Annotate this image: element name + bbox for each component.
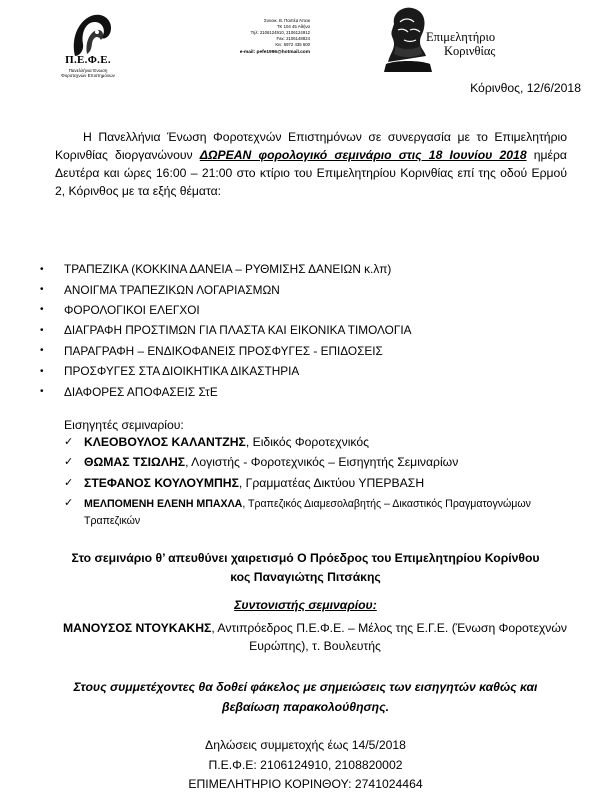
pefe-email: e-mail: pefe1996@hotmail.com bbox=[239, 50, 310, 55]
speaker-item bbox=[64, 495, 564, 530]
pefe-contact-line: Τηλ: 2106124910, 2106124912 bbox=[250, 30, 310, 35]
topic-text: ΔΙΑΓΡΑΦΗ ΠΡΟΣΤΙΜΩΝ ΓΙΑ ΠΛΑΣΤΑ ΚΑΙ ΕΙΚΟΝΙΚΑ ΤΙΜΟΛΟΓΙΑ bbox=[64, 323, 412, 338]
speaker-name: ΜΕΛΠΟΜΕΝΗ ΕΛΕΝΗ ΜΠΑΧΛΑ bbox=[84, 497, 243, 510]
intro-text-after: ημέρα Δευτέρα και ώρες 16:00 – 21:00 στο κτίριο του Επιμελητηρίου Κορινθίας επί της οδού Ερμού 2, Κόρινθος με τα εξής θέματα: bbox=[55, 148, 567, 198]
speakers-list bbox=[64, 434, 564, 534]
speaker-name: ΣΤΕΦΑΝΟΣ ΚΟΥΛΟΥΜΠΗΣ bbox=[84, 475, 239, 490]
speakers-title: Εισηγητές σεμιναρίου: bbox=[64, 418, 184, 432]
bullet-icon bbox=[40, 304, 62, 315]
list-item bbox=[40, 381, 560, 401]
list-item bbox=[40, 361, 560, 381]
greeting-line2: κος Παναγιώτης Πιτσάκης bbox=[230, 570, 381, 584]
pefe-contact-block bbox=[218, 18, 310, 56]
pefe-contact-line: Συνοικ. Β. Παιπέα Άπεικ bbox=[263, 18, 310, 23]
speaker-name: ΚΛΕΟΒΟΥΛΟΣ ΚΑΛΑΝΤΖΗΣ bbox=[84, 435, 246, 449]
bullet-icon bbox=[40, 264, 62, 275]
list-item bbox=[40, 320, 560, 340]
pefe-subtitle-line: Φοροτεχνών Επιστημόνων bbox=[61, 73, 115, 78]
coordinator-role: , Αντιπρόεδρος Π.Ε.Φ.Ε. – Μέλος της Ε.Γ.Ε. (Ένωση Φοροτεχνών Ευρώπης), τ. Βουλευτής bbox=[211, 621, 567, 653]
speaker-role: , Λογιστής - Φοροτεχνικός – Εισηγητής Σεμιναρίων bbox=[185, 455, 459, 470]
speaker-item bbox=[64, 454, 564, 471]
speaker-item bbox=[64, 434, 564, 451]
pefe-contact-line: ΤΚ 104 45 Αθήνα bbox=[276, 24, 310, 29]
closing-line1: Στους συμμετέχοντες θα δοθεί φάκελος με σημειώσεις των εισηγητών καθώς και bbox=[73, 680, 538, 694]
coordinator-title: Συντονιστής σεμιναρίου: bbox=[234, 598, 377, 612]
speaker-name: ΘΩΜΑΣ ΤΣΙΩΛΗΣ bbox=[84, 455, 186, 470]
speaker-body bbox=[84, 454, 458, 471]
speaker-role: , Ειδικός Φοροτεχνικός bbox=[245, 435, 369, 449]
bullet-icon bbox=[40, 366, 62, 377]
bullet-icon bbox=[40, 325, 62, 336]
pefe-subtitle bbox=[58, 68, 118, 78]
topic-text: ΤΡΑΠΕΖΙΚΑ (ΚΟΚΚΙΝΑ ΔΑΝΕΙΑ – ΡΥΘΜΙΣΗΣ ΔΑΝΕΙΩΝ κ.λπ) bbox=[64, 262, 392, 277]
topic-text: ΔΙΑΦΟΡΕΣ ΑΠΟΦΑΣΕΙΣ ΣτΕ bbox=[64, 384, 218, 399]
bullet-icon bbox=[40, 345, 62, 356]
document-date: Κόρινθος, 12/6/2018 bbox=[470, 81, 581, 95]
speaker-item bbox=[64, 475, 564, 492]
speaker-role: , Γραμματέας Δικτύου ΥΠΕΡΒΑΣΗ bbox=[238, 475, 425, 490]
list-item bbox=[40, 279, 560, 299]
pefe-contact-line: Fax: 2106148824 bbox=[276, 36, 310, 41]
topic-text: ΠΡΟΣΦΥΓΕΣ ΣΤΑ ΔΙΟΙΚΗΤΙΚΑ ΔΙΚΑΣΤΗΡΙΑ bbox=[64, 364, 300, 379]
pefe-contact-line: Κιν: 6972 435 600 bbox=[275, 42, 310, 47]
topic-text: ΦΟΡΟΛΟΓΙΚΟΙ ΕΛΕΓΧΟΙ bbox=[64, 302, 200, 317]
list-item bbox=[40, 300, 560, 320]
list-item bbox=[40, 341, 560, 361]
pefe-subtitle-line: Πανελλήνια Ένωση bbox=[68, 68, 108, 73]
pefe-phones: Π.Ε.Φ.Ε: 2106124910, 2108820002 bbox=[208, 757, 403, 772]
bullet-icon bbox=[40, 386, 62, 397]
topic-text: ΑΝΟΙΓΜΑ ΤΡΑΠΕΖΙΚΩΝ ΛΟΓΑΡΙΑΣΜΩΝ bbox=[64, 282, 280, 297]
chamber-name-line1: Επιμελητήριο bbox=[426, 30, 496, 44]
topic-text: ΠΑΡΑΓΡΑΦΗ – ΕΝΔΙΚΟΦΑΝΕΙΣ ΠΡΟΣΦΥΓΕΣ - ΕΠΙΔΟΣΕΙΣ bbox=[64, 343, 383, 358]
chamber-phone: ΕΠΙΜΕΛΗΤΗΡΙΟ ΚΟΡΙΝΘΟΥ: 2741024464 bbox=[188, 777, 423, 791]
chamber-name bbox=[426, 30, 495, 58]
coordinator-name: ΜΑΝΟΥΣΟΣ ΝΤΟΥΚΑΚΗΣ bbox=[62, 621, 212, 635]
checkmark-icon bbox=[64, 495, 84, 512]
coordinator-block bbox=[60, 619, 570, 655]
pefe-acronym: Π.Ε.Φ.Ε. bbox=[65, 54, 111, 66]
closing-note bbox=[0, 677, 611, 717]
intro-paragraph bbox=[55, 128, 567, 200]
checkmark-icon bbox=[64, 475, 84, 492]
topics-list bbox=[40, 259, 560, 402]
registration-deadline: Δηλώσεις συμμετοχής έως 14/5/2018 bbox=[205, 738, 406, 752]
greeting-block bbox=[0, 549, 611, 587]
closing-line2: βεβαίωση παρακολούθησης. bbox=[222, 700, 389, 714]
bullet-icon bbox=[40, 284, 62, 295]
speaker-body bbox=[84, 495, 554, 530]
registration-contacts bbox=[0, 736, 611, 795]
intro-text-before: Η Πανελλήνια Ένωση Φοροτεχνών Επιστημόνων σε συνεργασία με το Επιμελητήριο Κορινθίας διοργανώνουν bbox=[55, 130, 567, 162]
checkmark-icon bbox=[64, 454, 84, 471]
chamber-name-line2: Κορινθίας bbox=[444, 44, 496, 58]
checkmark-icon bbox=[64, 434, 84, 451]
speaker-body bbox=[84, 434, 369, 451]
intro-highlight: ΔΩΡΕΑΝ φορολογικό σεμινάριο στις 18 Ιουνίου 2018 bbox=[199, 148, 527, 162]
greeting-line1: Στο σεμινάριο θ’ απευθύνει χαιρετισμό Ο Πρόεδρος του Επιμελητηρίου Κορίνθου bbox=[71, 551, 540, 565]
list-item bbox=[40, 259, 560, 279]
speaker-body bbox=[84, 475, 424, 492]
speaker-role: , Τραπεζικός Διαμεσολαβητής – Δικαστικός Πραγματογνώμων Τραπεζικών bbox=[84, 497, 531, 528]
